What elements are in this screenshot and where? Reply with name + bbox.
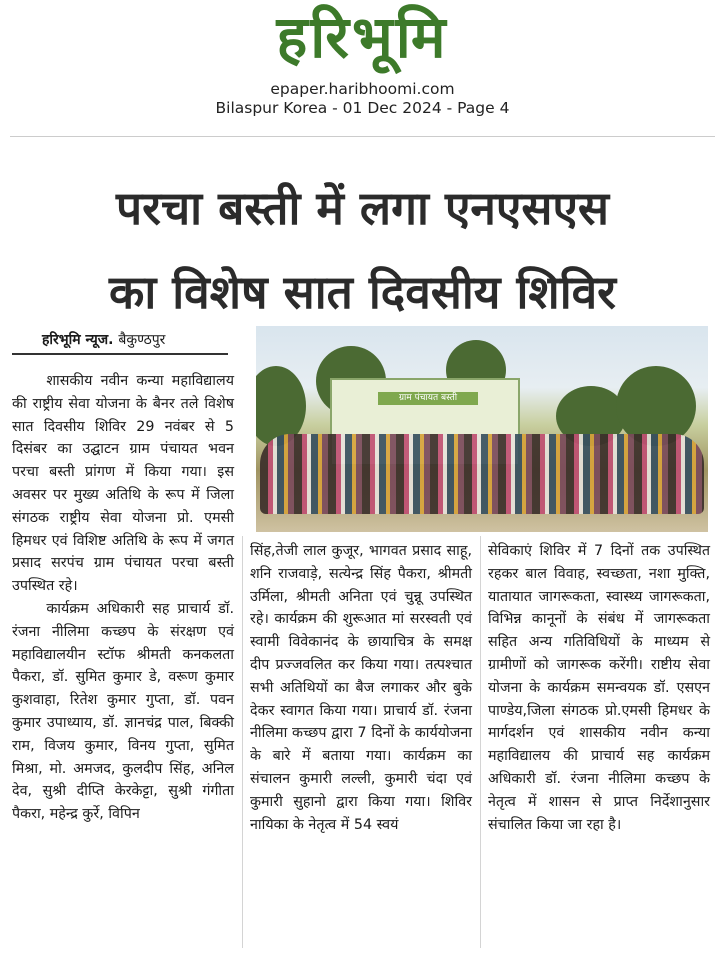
article-column-2 [250,540,472,836]
photo-group [260,434,704,514]
paragraph-1: शासकीय नवीन कन्या महाविद्यालय की राष्ट्रीय सेवा योजना के बैनर तले विशेष सात दिवसीय शिविर 29 नवंबर से 5 दिसंबर का उद्घाटन ग्राम पंचायत भवन परचा बस्ती प्रांगण में किया गया। इस अवसर पर मुख्य अतिथि के रूप में जिला संगठक राष्ट्रीय सेवा योजना प्रो. एमसी हिमधर एवं विशिष्ट अतिथि के रूप में जगत प्रसाद सरपंच ग्राम पंचायत परचा बस्ती उपस्थित रहे। [12,373,234,595]
headline-line-2: का विशेष सात दिवसीय शिविर [109,265,616,319]
column-2-text: सिंह,तेजी लाल कुजूर, भागवत प्रसाद साहू, शनि राजवाड़े, सत्येन्द्र सिंह पैकरा, श्रीमती उर्मिला, श्रीमती अनिता एवं चुन्नू उपस्थित रहे। कार्यक्रम की शुरूआत मां सरस्वती एवं स्वामी विवेकानंद के छायाचित्र के समक्ष दीप प्रज्जवलित कर किया गया। तत्पश्चात सभी अतिथियों का बैज लगाकर और बुके देकर स्वागत किया गया। प्राचार्य डॉ. रंजना नीलिमा कच्छप द्वारा 7 दिनों के कार्ययोजना के बारे में बताया गया। कार्यक्रम का संचालन कुमारी लल्ली, कुमारी चंदा एवं कुमारी सुहानो द्वारा किया गया। शिविर नायिका के नेतृत्व में 54 स्वयं [250,543,472,833]
photo-sign: ग्राम पंचायत बस्ती [378,392,478,405]
byline-source: हरिभूमि न्यूज. [42,332,114,348]
masthead [0,3,725,118]
paragraph-2: कार्यक्रम अधिकारी सह प्राचार्य डॉ. रंजना नीलिमा कच्छप के संरक्षण एवं महाविद्यालयीन स्टॉफ श्रीमती कनकलता पैकरा, डॉ. सुमित कुमार डे, वरूण कुमार कुशवाहा, रितेश कुमार गुप्ता, डॉ. पवन कुमार उपाध्याय, डॉ. ज्ञानचंद्र पाल, बिक्की राम, विजय कुमार, विनय गुप्ता, सुमित मिश्रा, मो. अमजद, कुलदीप सिंह, अनिल देव, सुश्री दीप्ति केरकेट्टा, सुश्री गंगीता पैकरा, महेन्द्र कुर्रे, विपिन [12,600,234,823]
column-rule [480,536,481,948]
site-url[interactable]: epaper.haribhoomi.com [270,80,455,98]
edition-line: Bilaspur Korea - 01 Dec 2024 - Page 4 [215,99,510,117]
article-photo [256,326,708,532]
column-3-text: सेविकाएं शिविर में 7 दिनों तक उपस्थित रहकर बाल विवाह, स्वच्छता, नशा मुक्ति, यातायात जागरूकता, स्वास्थ्य जागरूकता, विभिन्न कानूनों के संबंध में जागरूकता सहित अन्य गतिविधियों के माध्यम से ग्रामीणों को जागरूक करेंगी। राष्टीय सेवा योजना के कार्यक्रम समन्वयक डॉ. एसएन पाण्डेय,जिला संगठक प्रो.एमसी हिमधर के मार्गदर्शन एवं शासकीय नवीन कन्या महाविद्यालय की प्राचार्य सह कार्यक्रम अधिकारी डॉ. रंजना नीलिमा कच्छप के नेतृत्व में शासन से प्राप्त निर्देशानुसार संचालित किया जा रहा है। [488,543,710,833]
article-column-3 [488,540,710,836]
headline-line-1: परचा बस्ती में लगा एनएसएस [116,181,609,235]
article-column-1 [12,370,234,826]
source-info [0,80,725,118]
article-headline [8,166,717,334]
newspaper-logo: हरिभूमि [276,3,449,71]
byline [12,330,228,355]
column-rule [242,536,243,948]
masthead-divider [10,136,715,137]
byline-place: बैकुण्ठपुर [118,332,166,348]
